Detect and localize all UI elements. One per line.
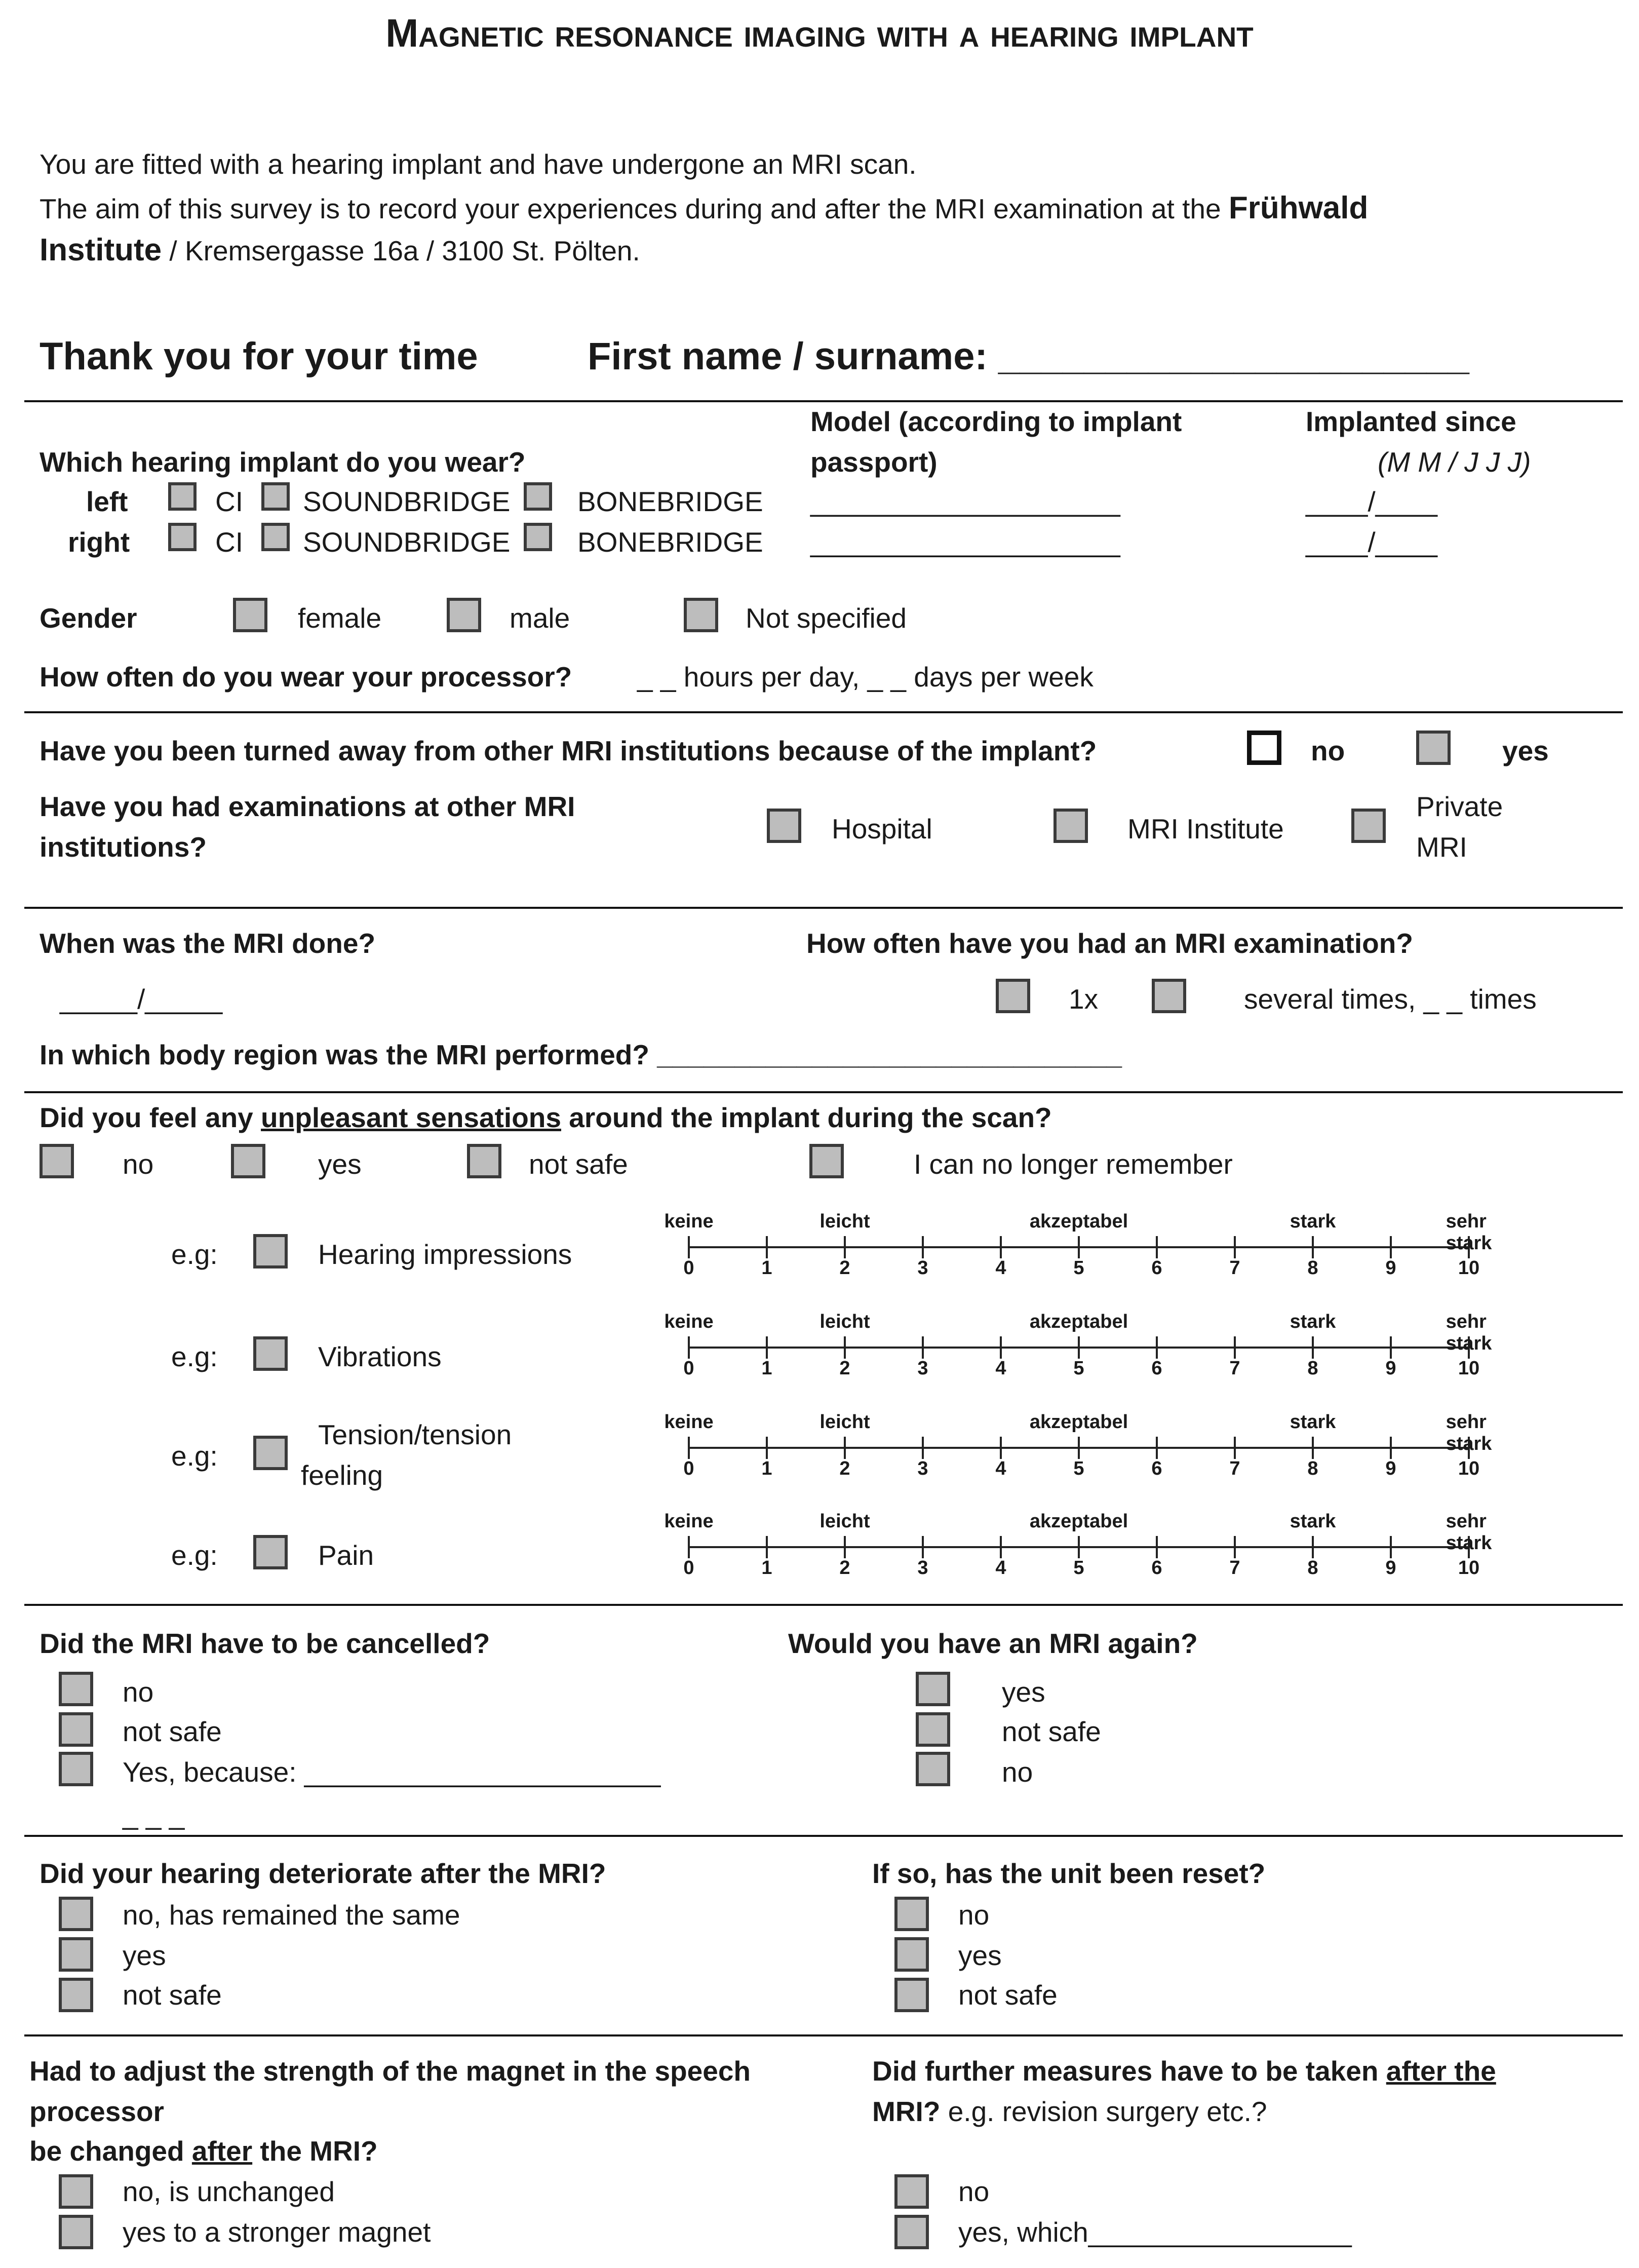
scale-tick[interactable] (766, 1236, 768, 1258)
cancel-yes-field[interactable]: Yes, because: _______________________ (123, 1756, 661, 1788)
reset-no-checkbox[interactable] (894, 1897, 929, 1931)
gender-label: Gender (40, 602, 137, 634)
other-hospital-label: Hospital (832, 813, 932, 844)
magnet-question-3 (29, 2135, 378, 2167)
wear-label: How often do you wear your processor? (40, 661, 572, 693)
howoften-several-label: several times, _ _ times (1244, 983, 1537, 1015)
right-soundbridge-checkbox[interactable] (261, 523, 290, 551)
gender-ns-checkbox[interactable] (684, 598, 718, 632)
institute-name-a: Frühwald (1228, 190, 1369, 225)
deter-no-label: no, has remained the same (123, 1899, 460, 1931)
scale-number: 7 (1229, 1458, 1240, 1479)
scale-label: leicht (820, 1211, 870, 1232)
howoften-label: How often have you had an MRI examination? (806, 928, 1413, 959)
again-yes-label: yes (1002, 1676, 1045, 1708)
scale-number: 3 (917, 1458, 928, 1479)
turned-yes-checkbox[interactable] (1416, 731, 1451, 765)
again-question: Would you have an MRI again? (788, 1628, 1198, 1659)
left-soundbridge-label: SOUNDBRIDGE (303, 486, 511, 517)
scale-label: keine (664, 1311, 714, 1332)
further-no-checkbox[interactable] (894, 2174, 929, 2209)
divider-1 (24, 400, 1623, 402)
scale-number: 0 (683, 1358, 694, 1379)
scale-number: 9 (1385, 1358, 1396, 1379)
further-yes-checkbox[interactable] (894, 2215, 929, 2249)
sens-remember-label: I can no longer remember (914, 1148, 1233, 1180)
cancel-yes-continuation: _ _ _ (123, 1799, 185, 1830)
other-private-checkbox[interactable] (1351, 809, 1386, 843)
divider-5 (24, 1604, 1623, 1606)
scale-tick[interactable] (1000, 1336, 1002, 1359)
scale-number: 2 (839, 1257, 850, 1279)
scale-tick[interactable] (1312, 1437, 1314, 1459)
scale-number: 7 (1229, 1358, 1240, 1379)
scale-tick[interactable] (922, 1336, 924, 1359)
scale-tick[interactable] (1156, 1336, 1158, 1359)
page-title: Magnetic resonance imaging with a hearing implant (385, 11, 1254, 55)
reset-question: If so, has the unit been reset? (872, 1858, 1266, 1889)
tension-checkbox[interactable] (253, 1436, 288, 1470)
again-no-label: no (1002, 1756, 1033, 1788)
scale-tick[interactable] (844, 1437, 846, 1459)
left-bonebridge-checkbox[interactable] (524, 482, 552, 511)
magnet-stronger-checkbox[interactable] (59, 2215, 93, 2249)
magnet-stronger-label: yes to a stronger magnet (123, 2216, 431, 2248)
other-private-label-2: MRI (1416, 831, 1467, 863)
scale-number: 1 (761, 1458, 772, 1479)
hearing-impressions-checkbox[interactable] (253, 1234, 288, 1268)
scale-tick[interactable] (1156, 1236, 1158, 1258)
scale-label: akzeptabel (1029, 1511, 1128, 1532)
scale-number: 1 (761, 1358, 772, 1379)
howoften-once-label: 1x (1069, 983, 1099, 1015)
further-q1-pre: Did further measures have to be taken (872, 2055, 1379, 2087)
scale-tick[interactable] (1078, 1437, 1080, 1459)
scale-tick[interactable] (922, 1536, 924, 1558)
again-yes-checkbox[interactable] (916, 1672, 950, 1706)
reset-no-label: no (958, 1899, 990, 1931)
institute-name-b: Institute (40, 233, 162, 267)
name-field[interactable]: First name / surname: ______________________ (588, 335, 1469, 378)
scale-number: 9 (1385, 1557, 1396, 1579)
rating-scale-hearing[interactable] (658, 1211, 1509, 1292)
other-mri-label: MRI Institute (1127, 813, 1284, 844)
magnet-q3-pre: be changed (29, 2135, 184, 2167)
scale-tick[interactable] (1390, 1437, 1392, 1459)
scale-number: 6 (1151, 1458, 1162, 1479)
other-private-label-1: Private (1416, 791, 1503, 822)
scale-number: 6 (1151, 1557, 1162, 1579)
when-label: When was the MRI done? (40, 928, 376, 959)
magnet-question-2: processor (29, 2096, 164, 2127)
scale-tick[interactable] (844, 1336, 846, 1359)
magnet-q3-post: the MRI? (260, 2135, 378, 2167)
vibrations-checkbox[interactable] (253, 1336, 288, 1371)
right-date-field[interactable]: ____/____ (1306, 526, 1437, 558)
magnet-question-1: Had to adjust the strength of the magnet in the speech (29, 2055, 751, 2087)
cancel-no-checkbox[interactable] (59, 1672, 93, 1706)
scale-tick[interactable] (1078, 1236, 1080, 1258)
gender-ns-label: Not specified (746, 602, 907, 634)
eg-label: e.g: (171, 1440, 218, 1472)
scale-tick[interactable] (1312, 1536, 1314, 1558)
left-ci-label: CI (215, 486, 243, 517)
scale-label: stark (1290, 1411, 1336, 1433)
scale-tick[interactable] (1234, 1536, 1236, 1558)
scale-number: 7 (1229, 1257, 1240, 1279)
scale-tick[interactable] (766, 1536, 768, 1558)
scale-tick[interactable] (1390, 1336, 1392, 1359)
scale-number: 0 (683, 1458, 694, 1479)
gender-male-label: male (510, 602, 570, 634)
again-ns-checkbox[interactable] (916, 1712, 950, 1747)
magnet-q3-underlined: after (191, 2135, 253, 2167)
scale-number: 10 (1458, 1458, 1480, 1479)
sens-ns-label: not safe (529, 1148, 628, 1180)
sensations-q-post: around the implant during the scan? (569, 1102, 1052, 1133)
sensations-q-underlined: unpleasant sensations (261, 1102, 561, 1133)
scale-label: sehr stark (1446, 1211, 1492, 1254)
eg-label: e.g: (171, 1341, 218, 1372)
deter-question: Did your hearing deteriorate after the MRI? (40, 1858, 606, 1889)
implant-question: Which hearing implant do you wear? (40, 446, 526, 478)
scale-number: 5 (1073, 1458, 1084, 1479)
scale-tick[interactable] (1312, 1336, 1314, 1359)
scale-number: 9 (1385, 1257, 1396, 1279)
right-ci-label: CI (215, 526, 243, 558)
eg-label: e.g: (171, 1239, 218, 1270)
scale-tick[interactable] (1234, 1437, 1236, 1459)
again-no-checkbox[interactable] (916, 1752, 950, 1786)
further-yes-field[interactable]: yes, which_________________ (958, 2216, 1352, 2248)
scale-number: 4 (995, 1458, 1006, 1479)
right-bonebridge-label: BONEBRIDGE (577, 526, 763, 558)
scale-label: akzeptabel (1029, 1311, 1128, 1332)
region-question: In which body region was the MRI performed? ______________________________ (40, 1039, 1122, 1070)
rating-scale-vibrations[interactable] (658, 1311, 1509, 1392)
left-date-field[interactable]: ____/____ (1306, 486, 1437, 517)
scale-number: 9 (1385, 1458, 1396, 1479)
vibrations-label: Vibrations (318, 1341, 442, 1372)
institute-address: / Kremsergasse 16a / 3100 St. Pölten. (169, 235, 640, 266)
magnet-unchanged-checkbox[interactable] (59, 2174, 93, 2209)
wear-answer[interactable]: _ _ hours per day, _ _ days per week (637, 661, 1094, 693)
scale-number: 2 (839, 1557, 850, 1579)
scale-number: 10 (1458, 1557, 1480, 1579)
scale-tick[interactable] (1156, 1437, 1158, 1459)
scale-number: 5 (1073, 1358, 1084, 1379)
scale-label: sehr stark (1446, 1411, 1492, 1454)
sens-remember-checkbox[interactable] (809, 1144, 844, 1178)
scale-label: stark (1290, 1311, 1336, 1332)
sens-no-label: no (123, 1148, 154, 1180)
thanks-text: Thank you for your time (40, 335, 478, 378)
divider-4 (24, 1091, 1623, 1093)
divider-7 (24, 2034, 1623, 2036)
scale-tick[interactable] (1234, 1336, 1236, 1359)
scale-number: 10 (1458, 1257, 1480, 1279)
scale-number: 2 (839, 1458, 850, 1479)
howoften-several-checkbox[interactable] (1152, 979, 1186, 1013)
sens-no-checkbox[interactable] (40, 1144, 74, 1178)
scale-number: 3 (917, 1557, 928, 1579)
model-header-1: Model (according to implant (810, 406, 1182, 437)
pain-checkbox[interactable] (253, 1535, 288, 1569)
cancel-ns-checkbox[interactable] (59, 1712, 93, 1747)
gender-female-label: female (298, 602, 382, 634)
since-header: Implanted since (1306, 406, 1516, 437)
scale-number: 8 (1307, 1557, 1318, 1579)
divider-3 (24, 907, 1623, 909)
deter-ns-label: not safe (123, 1979, 222, 2011)
scale-tick[interactable] (766, 1336, 768, 1359)
further-question-1 (872, 2055, 1496, 2087)
gender-female-checkbox[interactable] (233, 598, 267, 632)
scale-number: 8 (1307, 1257, 1318, 1279)
tension-label-1: Tension/tension (318, 1419, 512, 1450)
scale-number: 4 (995, 1557, 1006, 1579)
eg-label: e.g: (171, 1540, 218, 1571)
scale-tick[interactable] (1000, 1236, 1002, 1258)
scale-label: leicht (820, 1311, 870, 1332)
magnet-unchanged-label: no, is unchanged (123, 2176, 335, 2207)
right-soundbridge-label: SOUNDBRIDGE (303, 526, 511, 558)
scale-label: keine (664, 1511, 714, 1532)
further-q2-bold: MRI? (872, 2096, 941, 2127)
intro-line-2-text: The aim of this survey is to record your experiences during and after the MRI examination at the (40, 193, 1221, 224)
scale-number: 6 (1151, 1257, 1162, 1279)
scale-number: 7 (1229, 1557, 1240, 1579)
rating-scale-tension[interactable] (658, 1411, 1509, 1492)
scale-tick[interactable] (1078, 1336, 1080, 1359)
scale-tick[interactable] (1234, 1236, 1236, 1258)
scale-tick[interactable] (1390, 1236, 1392, 1258)
left-soundbridge-checkbox[interactable] (261, 482, 290, 511)
reset-yes-label: yes (958, 1940, 1002, 1971)
scale-label: leicht (820, 1411, 870, 1433)
scale-number: 1 (761, 1257, 772, 1279)
again-ns-label: not safe (1002, 1716, 1101, 1747)
reset-ns-label: not safe (958, 1979, 1058, 2011)
scale-number: 1 (761, 1557, 772, 1579)
divider-2 (24, 711, 1623, 713)
scale-label: sehr stark (1446, 1511, 1492, 1554)
intro-line-3 (40, 232, 640, 268)
scale-label: akzeptabel (1029, 1211, 1128, 1232)
gender-male-checkbox[interactable] (447, 598, 481, 632)
scale-tick[interactable] (922, 1437, 924, 1459)
left-label: left (86, 486, 128, 517)
turned-yes-label: yes (1502, 735, 1549, 766)
reset-ns-checkbox[interactable] (894, 1978, 929, 2012)
model-header-2: passport) (810, 446, 938, 478)
scale-tick[interactable] (922, 1236, 924, 1258)
right-bonebridge-checkbox[interactable] (524, 523, 552, 551)
sens-yes-label: yes (318, 1148, 362, 1180)
scale-number: 10 (1458, 1358, 1480, 1379)
further-q2-normal: e.g. revision surgery etc.? (948, 2096, 1267, 2127)
deter-no-checkbox[interactable] (59, 1897, 93, 1931)
cancel-ns-label: not safe (123, 1716, 222, 1747)
scale-number: 3 (917, 1257, 928, 1279)
scale-number: 8 (1307, 1358, 1318, 1379)
scale-number: 5 (1073, 1257, 1084, 1279)
scale-label: leicht (820, 1511, 870, 1532)
scale-tick[interactable] (688, 1437, 690, 1459)
since-format: (M M / J J J) (1378, 446, 1531, 478)
scale-label: sehr stark (1446, 1311, 1492, 1354)
other-mri-checkbox[interactable] (1053, 809, 1088, 843)
right-label: right (68, 526, 130, 558)
scale-tick[interactable] (844, 1536, 846, 1558)
right-model-field[interactable]: ____________________ (810, 526, 1120, 558)
scale-tick[interactable] (1156, 1536, 1158, 1558)
scale-tick[interactable] (1078, 1536, 1080, 1558)
scale-tick[interactable] (1312, 1236, 1314, 1258)
other-question-1: Have you had examinations at other MRI (40, 791, 575, 822)
scale-label: stark (1290, 1511, 1336, 1532)
scale-tick[interactable] (688, 1536, 690, 1558)
further-no-label: no (958, 2176, 990, 2207)
when-field[interactable]: _____/_____ (60, 983, 223, 1015)
right-ci-checkbox[interactable] (168, 523, 197, 551)
turned-question: Have you been turned away from other MRI institutions because of the implant? (40, 735, 1097, 766)
intro-line-2 (40, 190, 1368, 226)
cancel-question: Did the MRI have to be cancelled? (40, 1628, 490, 1659)
sensations-q-pre: Did you feel any (40, 1102, 253, 1133)
rating-scale-pain[interactable] (658, 1511, 1509, 1592)
deter-ns-checkbox[interactable] (59, 1978, 93, 2012)
intro-line-1: You are fitted with a hearing implant and have undergone an MRI scan. (40, 148, 917, 180)
left-bonebridge-label: BONEBRIDGE (577, 486, 763, 517)
scale-tick[interactable] (688, 1236, 690, 1258)
other-question-2: institutions? (40, 831, 207, 863)
divider-6 (24, 1835, 1623, 1837)
scale-number: 8 (1307, 1458, 1318, 1479)
pain-label: Pain (318, 1540, 374, 1571)
scale-number: 0 (683, 1257, 694, 1279)
deter-yes-checkbox[interactable] (59, 1937, 93, 1972)
turned-no-label: no (1311, 735, 1345, 766)
other-hospital-checkbox[interactable] (767, 809, 801, 843)
left-model-field[interactable]: ____________________ (810, 486, 1120, 517)
scale-number: 5 (1073, 1557, 1084, 1579)
scale-label: stark (1290, 1211, 1336, 1232)
scale-tick[interactable] (1000, 1536, 1002, 1558)
scale-number: 2 (839, 1358, 850, 1379)
sensations-question (40, 1101, 1052, 1134)
scale-label: keine (664, 1211, 714, 1232)
sens-yes-checkbox[interactable] (231, 1144, 265, 1178)
scale-number: 4 (995, 1358, 1006, 1379)
further-q1-underlined: after the (1386, 2055, 1496, 2087)
scale-tick[interactable] (766, 1437, 768, 1459)
scale-tick[interactable] (1000, 1437, 1002, 1459)
scale-label: keine (664, 1411, 714, 1433)
scale-number: 6 (1151, 1358, 1162, 1379)
scale-number: 3 (917, 1358, 928, 1379)
left-ci-checkbox[interactable] (168, 482, 197, 511)
scale-tick[interactable] (844, 1236, 846, 1258)
howoften-once-checkbox[interactable] (996, 979, 1030, 1013)
further-question-2 (872, 2095, 1267, 2128)
scale-label: akzeptabel (1029, 1411, 1128, 1433)
scale-number: 4 (995, 1257, 1006, 1279)
scale-number: 0 (683, 1557, 694, 1579)
scale-tick[interactable] (1390, 1536, 1392, 1558)
reset-yes-checkbox[interactable] (894, 1937, 929, 1972)
cancel-no-label: no (123, 1676, 154, 1708)
cancel-yes-checkbox[interactable] (59, 1752, 93, 1786)
deter-yes-label: yes (123, 1940, 166, 1971)
turned-no-checkbox[interactable] (1247, 731, 1281, 765)
sens-ns-checkbox[interactable] (467, 1144, 501, 1178)
tension-label-2: feeling (301, 1459, 383, 1491)
scale-tick[interactable] (688, 1336, 690, 1359)
hearing-impressions-label: Hearing impressions (318, 1239, 572, 1270)
